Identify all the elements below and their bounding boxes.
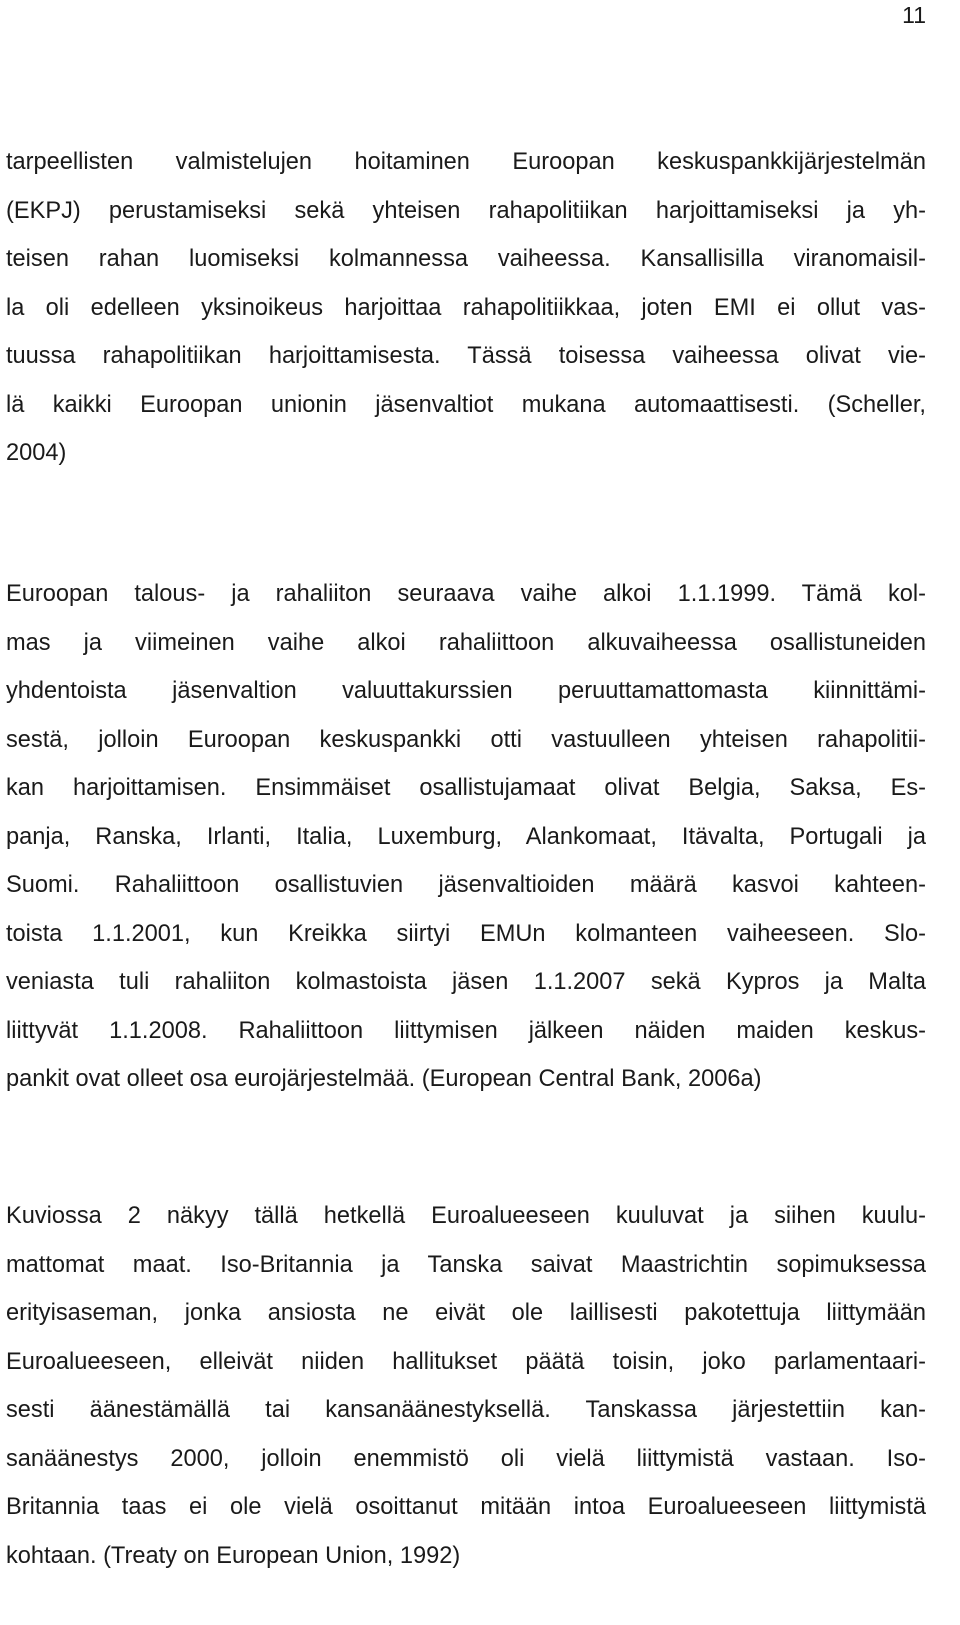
text-line: erityisaseman, jonka ansiosta ne eivät ole laillisesti pakotettuja liittymään <box>6 1300 926 1326</box>
text-line: mas ja viimeinen vaihe alkoi rahaliittoon alkuvaiheessa osallistuneiden <box>6 629 926 656</box>
paragraph-stage-two <box>6 138 926 478</box>
text-line: 2004) <box>6 440 67 466</box>
text-line: Britannia taas ei ole vielä osoittanut mitään intoa Euroalueeseen liittymistä <box>6 1494 926 1520</box>
text-line: kohtaan. (Treaty on European Union, 1992) <box>6 1542 461 1569</box>
text-line: toista 1.1.2001, kun Kreikka siirtyi EMUn kolmanteen vaiheeseen. Slo- <box>6 920 926 947</box>
paragraph-stage-three <box>6 570 926 1104</box>
text-line: (EKPJ) perustamiseksi sekä yhteisen rahapolitiikan harjoittamiseksi ja yh- <box>6 197 926 224</box>
text-line: Euroopan talous- ja rahaliiton seuraava vaihe alkoi 1.1.1999. Tämä kol- <box>6 581 926 607</box>
text-line: la oli edelleen yksinoikeus harjoittaa rahapolitiikkaa, joten EMI ei ollut vas- <box>6 294 926 321</box>
text-line: Kuviossa 2 näkyy tällä hetkellä Euroalueeseen kuuluvat ja siihen kuulu- <box>6 1203 926 1229</box>
text-line: tuussa rahapolitiikan harjoittamisesta. Tässä toisessa vaiheessa olivat vie- <box>6 343 926 369</box>
text-line: liittyvät 1.1.2008. Rahaliittoon liittymisen jälkeen näiden maiden keskus- <box>6 1017 926 1044</box>
text-line: mattomat maat. Iso-Britannia ja Tanska saivat Maastrichtin sopimuksessa <box>6 1251 926 1278</box>
text-line: yhdentoista jäsenvaltion valuuttakurssien peruuttamattomasta kiinnittämi- <box>6 678 926 704</box>
page-number: 11 <box>902 2 926 28</box>
text-line: tarpeellisten valmistelujen hoitaminen Euroopan keskuspankkijärjestelmän <box>6 149 926 175</box>
text-line: sestä, jolloin Euroopan keskuspankki otti vastuulleen yhteisen rahapolitii- <box>6 726 926 753</box>
text-line: sanäänestys 2000, jolloin enemmistö oli vielä liittymistä vastaan. Iso- <box>6 1445 926 1472</box>
text-line: teisen rahan luomiseksi kolmannessa vaiheessa. Kansallisilla viranomaisil- <box>6 246 926 272</box>
text-line: pankit ovat olleet osa eurojärjestelmää. (European Central Bank, 2006a) <box>6 1066 762 1092</box>
text-line: panja, Ranska, Irlanti, Italia, Luxemburg, Alankomaat, Itävalta, Portugali ja <box>6 823 926 850</box>
paragraph-eurozone-members <box>6 1192 926 1580</box>
text-line: Suomi. Rahaliittoon osallistuvien jäsenvaltioiden määrä kasvoi kahteen- <box>6 872 926 898</box>
text-line: veniasta tuli rahaliiton kolmastoista jäsen 1.1.2007 sekä Kypros ja Malta <box>6 969 926 995</box>
text-line: sesti äänestämällä tai kansanäänestyksellä. Tanskassa järjestettiin kan- <box>6 1397 926 1423</box>
text-line: Euroalueeseen, elleivät niiden hallitukset päätä toisin, joko parlamentaari- <box>6 1348 926 1375</box>
text-line: kan harjoittamisen. Ensimmäiset osallistujamaat olivat Belgia, Saksa, Es- <box>6 775 926 801</box>
text-line: lä kaikki Euroopan unionin jäsenvaltiot mukana automaattisesti. (Scheller, <box>6 391 926 418</box>
